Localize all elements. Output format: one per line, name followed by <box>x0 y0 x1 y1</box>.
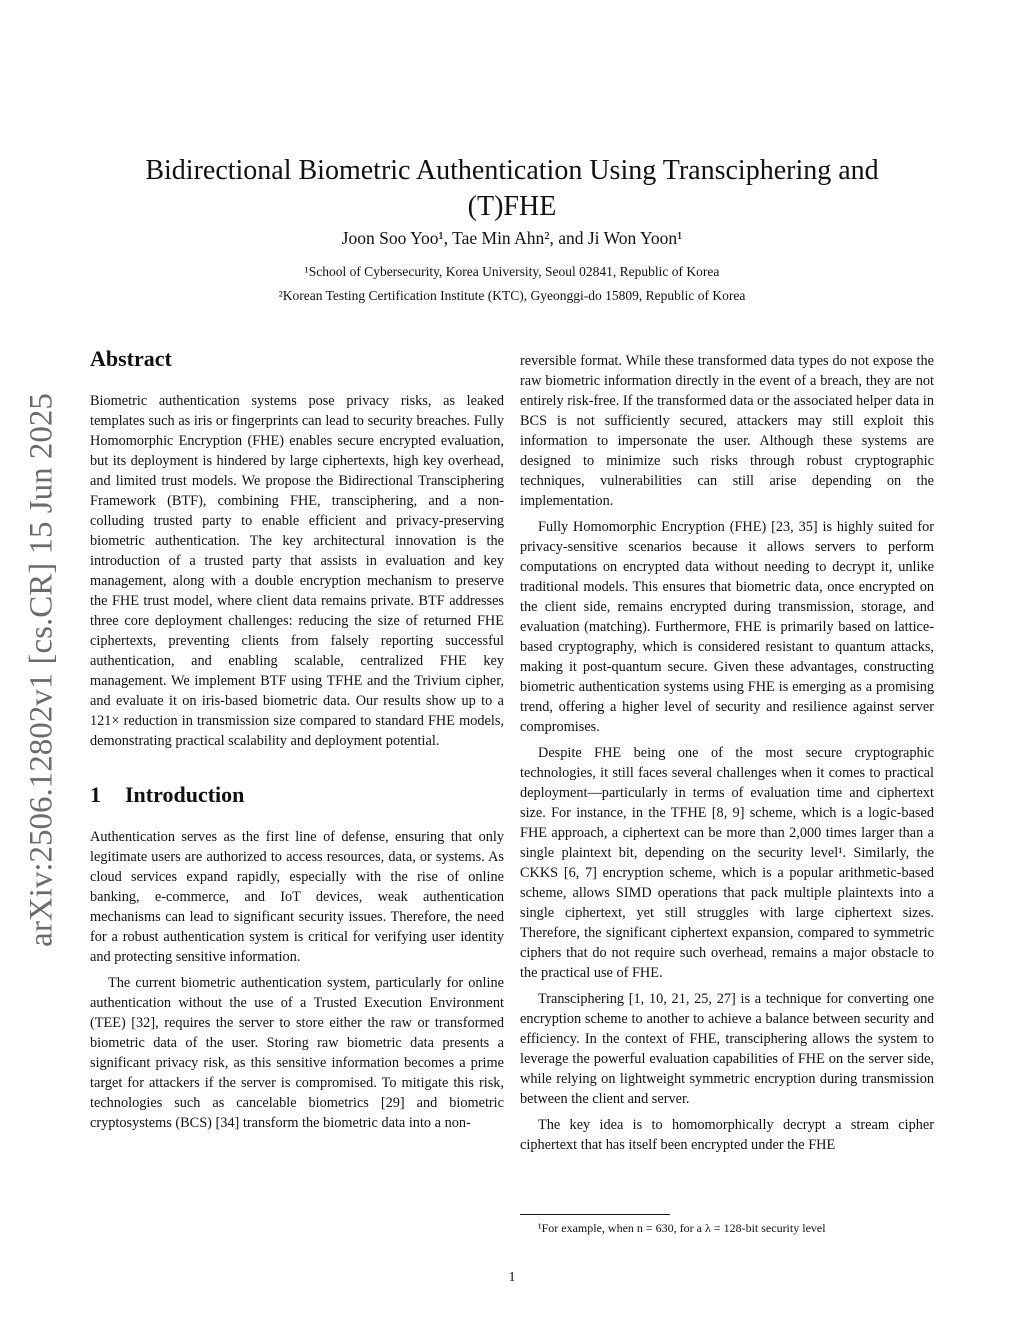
introduction-heading <box>90 781 504 809</box>
section-title: Introduction <box>125 782 245 807</box>
affiliation-2: ²Korean Testing Certification Institute (KTC), Gyeonggi-do 15809, Republic of Korea <box>278 288 746 303</box>
body-paragraph: Transciphering [1, 10, 21, 25, 27] is a technique for converting one encryption scheme to another to achieve a balance between security and efficiency. In the context of FHE, transciphering allows the system to leverage the powerful evaluation capabilities of FHE on the server side, while relying on lightweight symmetric encryption during transmission between the client and server. <box>520 991 934 1107</box>
abstract-text: Biometric authentication systems pose privacy risks, as leaked templates such as iris or fingerprints can lead to security breaches. Fully Homomorphic Encryption (FHE) enables secure encrypted evaluation, but its deployment is hindered by large ciphertexts, high key overhead, and limited trust models. We propose the Bidirectional Transciphering Framework (BTF), combining FHE, transciphering, and a non-colluding trusted party to enable efficient and privacy-preserving biometric authentication. The key architectural innovation is the introduction of a trusted party that assists in evaluation and key management, along with a double encryption mechanism to preserve the FHE trust model, where client data remains private. BTF addresses three core deployment challenges: reducing the size of returned FHE ciphertexts, preventing clients from falsely reporting successful authentication, and enabling scalable, centralized FHE key management. We implement BTF using TFHE and the Trivium cipher, and evaluate it on iris-based biometric data. Our results show up to a 121× reduction in transmission size compared to standard FHE models, demonstrating practical scalability and deployment potential. <box>90 393 504 749</box>
arxiv-identifier: arXiv:2506.12802v1 [cs.CR] 15 Jun 2025 <box>23 393 60 947</box>
body-paragraph: The key idea is to homomorphically decrypt a stream cipher ciphertext that has itself been encrypted under the FHE <box>520 1117 934 1153</box>
author-list: Joon Soo Yoo¹, Tae Min Ahn², and Ji Won Yoon¹ <box>341 228 683 248</box>
page-number: 1 <box>508 1270 516 1285</box>
paper-title: Bidirectional Biometric Authentication Using Transciphering and (T)FHE <box>145 154 879 222</box>
footnote: ¹For example, when n = 630, for a λ = 128-bit security level <box>538 1221 826 1235</box>
body-paragraph: reversible format. While these transformed data types do not expose the raw biometric information directly in the event of a breach, they are not entirely risk-free. If the transformed data or the associated helper data in BCS is not sufficiently secured, attackers may still exploit this information to impersonate the user. Although these systems are designed to minimize such risks through robust cryptographic techniques, vulnerabilities can still arise depending on the implementation. <box>520 353 934 509</box>
body-paragraph: Despite FHE being one of the most secure cryptographic technologies, it still faces several challenges when it comes to practical deployment—particularly in terms of evaluation time and ciphertext size. For instance, in the TFHE [8, 9] scheme, which is a logic-based FHE approach, a ciphertext can be more than 2,000 times larger than a single plaintext bit, depending on the security level¹. Similarly, the CKKS [6, 7] encryption scheme, which is a popular arithmetic-based scheme, allows SIMD operations that pack multiple plaintexts into a single ciphertext, yet still struggles with large ciphertext sizes. Therefore, the significant ciphertext expansion, compared to symmetric ciphers that do not require such overhead, remains a major obstacle to the practical use of FHE. <box>520 745 934 981</box>
abstract-heading: Abstract <box>90 346 172 371</box>
intro-paragraph-1: Authentication serves as the first line of defense, ensuring that only legitimate users are authorized to access resources, data, or systems. As cloud services expand rapidly, especially with the rise of online banking, e-commerce, and IoT devices, weak authentication mechanisms can lead to significant security issues. Therefore, the need for a robust authentication system is critical for verifying user identity and protecting sensitive information. <box>90 829 504 965</box>
intro-paragraph-2: The current biometric authentication system, particularly for online authentication without the use of a Trusted Execution Environment (TEE) [32], requires the server to store either the raw or transformed biometric data of the user. Storing raw biometric data presents a significant privacy risk, as this sensitive information becomes a prime target for attackers if the server is compromised. To mitigate this risk, technologies such as cancelable biometrics [29] and biometric cryptosystems (BCS) [34] transform the biometric data into a non- <box>90 975 504 1131</box>
right-column <box>520 351 934 1155</box>
footnote-divider <box>520 1214 670 1215</box>
arxiv-stamp <box>12 370 72 970</box>
affiliation-1: ¹School of Cybersecurity, Korea University, Seoul 02841, Republic of Korea <box>304 264 720 279</box>
section-number: 1 <box>90 782 101 807</box>
body-paragraph: Fully Homomorphic Encryption (FHE) [23, 35] is highly suited for privacy-sensitive scenarios because it allows servers to perform computations on encrypted data without needing to decrypt it, unlike traditional models. This ensures that biometric data, once encrypted on the client side, remains encrypted during transmission, storage, and evaluation (matching). Furthermore, FHE is primarily based on lattice-based cryptography, which is considered resistant to quantum attacks, making it post-quantum secure. Given these advantages, constructing biometric authentication systems using FHE is emerging as a promising trend, offering a higher level of security and resilience against server compromises. <box>520 519 934 735</box>
left-column <box>90 345 504 1133</box>
